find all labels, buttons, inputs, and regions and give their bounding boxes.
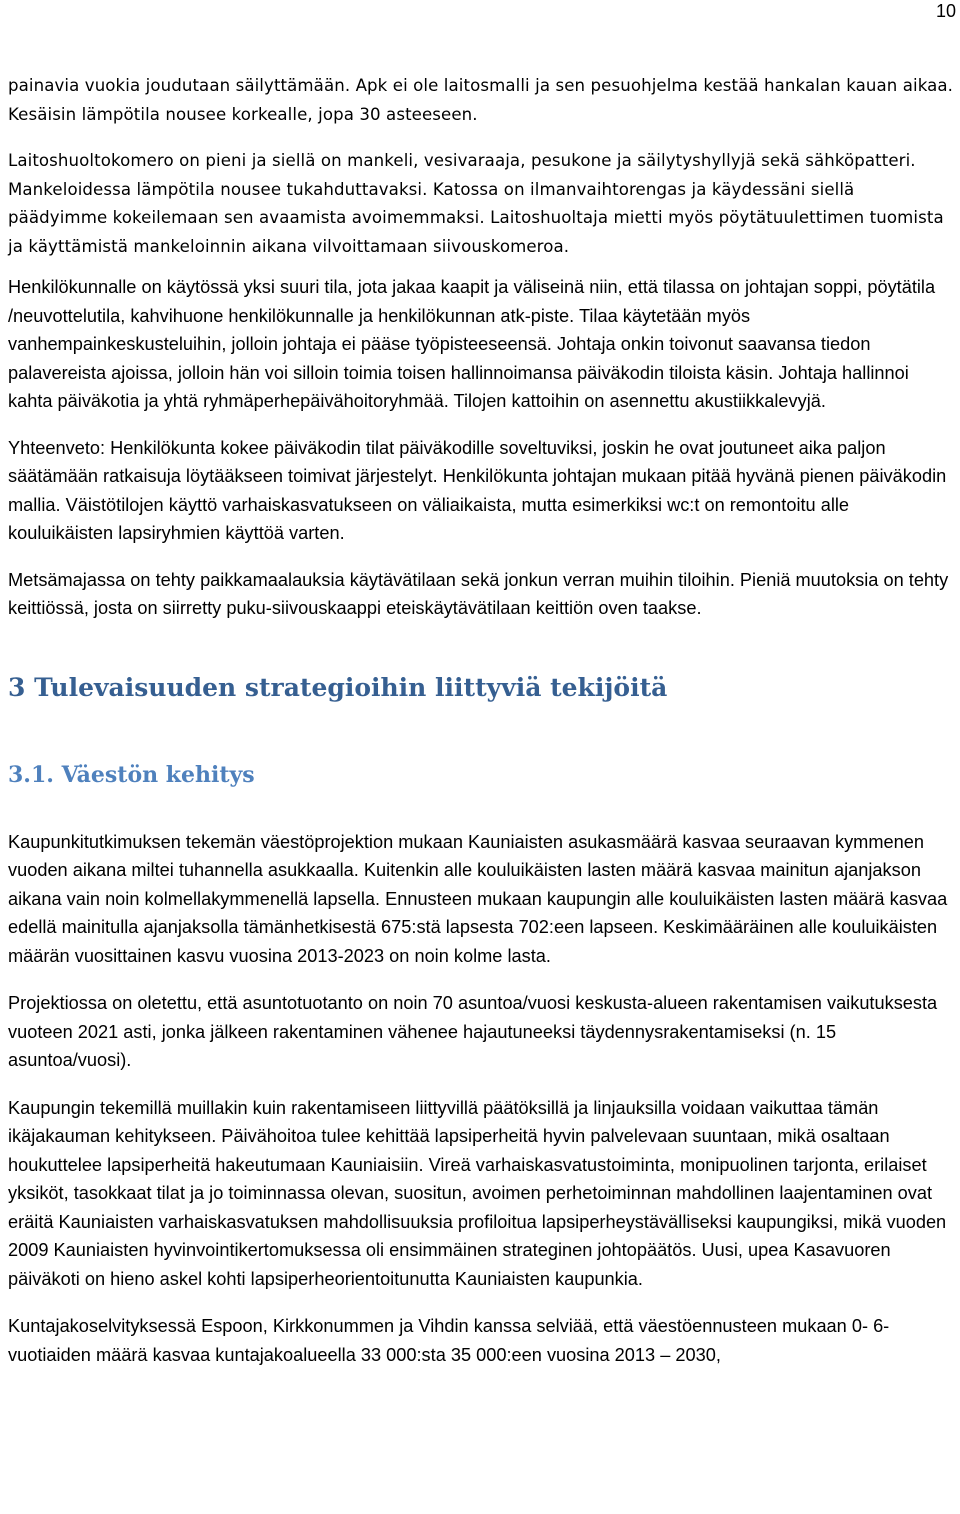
- page-number: 10: [935, 1, 956, 21]
- paragraph-yhteenveto: Yhteenveto: Henkilökunta kokee päiväkodin tilat päiväkodille soveltuviksi, joskin he ovat joutuneet aika paljon säätämään ratkaisuja löytääkseen toimivat järjestelyt. Henkilökunta johtajan mukaan pitää hyvänä pienen päiväkodin mallia. Väistötilojen käyttö varhaiskasvatukseen on väliaikaista, mutta esimerkiksi wc:t on remontoitu alle kouluikäisten lapsiryhmien käyttöä varten.: [8, 437, 947, 543]
- paragraph-apk: painavia vuokia joudutaan säilyttämään. Apk ei ole laitosmalli ja sen pesuohjelma kestää hankalan kauan aikaa. Kesäisin lämpötila nousee korkealle, jopa 30 asteeseen.: [8, 76, 954, 124]
- paragraph-laitoshuolto: Laitoshuoltokomero on pieni ja siellä on mankeli, vesivaraaja, pesukone ja säilytyshyllyjä sekä sähköpatteri. Mankeloidessa lämpötila nousee tukahduttavaksi. Katossa on ilmanvaihtorengas ja käydessäni siellä päädyimme kokeilemaan sen avaamista avoimemmaksi. Laitoshuoltaja mietti myös pöytätuulettimen tuomista ja käyttämistä mankeloinnin aikana vilvoittamaan siivouskomeroa.: [8, 151, 944, 256]
- paragraph-kaupungin-paatokset: Kaupungin tekemillä muillakin kuin rakentamiseen liittyvillä päätöksillä ja linjauksilla voidaan vaikuttaa tämän ikäjakauman kehitykseen. Päivähoitoa tulee kehittää lapsiperheitä hyvin palvelevaan suuntaan, mikä osaltaan houkuttelee lapsiperheitä hakeutumaan Kauniaisiin. Vireä varhaiskasvatustoiminta, monipuolinen tarjonta, erilaiset yksiköt, tasokkaat tilat ja jo toiminnassa olevan, suositun, avoimen perhetoiminnan mahdollinen laajentaminen ovat eräitä Kauniaisten varhaiskasvatuksen mahdollisuuksia profiloitua lapsiperheystävälliseksi kaupungiksi, mikä vuoden 2009 Kauniaisten hyvinvointikertomuksessa oli ensimmäinen strateginen johtopäätös. Uusi, upea Kasavuoren päiväkoti on hieno askel kohti lapsiperheorientoitunutta Kauniaisten kaupunkia.: [8, 1097, 947, 1289]
- paragraph-kuntajakoselvitys: Kuntajakoselvityksessä Espoon, Kirkkonummen ja Vihdin kanssa selviää, että väestöennusteen mukaan 0- 6-vuotiaiden määrä kasvaa kuntajakoalueella 33 000:sta 35 000:een vuosina 2013 – 2030,: [8, 1316, 890, 1365]
- section-heading: 3 Tulevaisuuden strategioihin liittyviä tekijöitä: [8, 672, 668, 702]
- paragraph-metsamaja: Metsämajassa on tehty paikkamaalauksia käytävätilaan sekä jonkun verran muihin tiloihin. Pieniä muutoksia on tehty keittiössä, josta on siirretty puku-siivouskaappi eteiskäytävätilaan keittiön oven taakse.: [8, 569, 949, 618]
- paragraph-vaestoprojektio: Kaupunkitutkimuksen tekemän väestöprojektion mukaan Kauniaisten asukasmäärä kasvaa seuraavan kymmenen vuoden aikana miltei tuhannella asukkaalla. Kuitenkin alle kouluikäisten lasten määrä kasvaa mainitun ajanjakson aikana vain noin kolmellakymmenellä lapsella. Ennusteen mukaan kaupungin alle kouluikäisten lasten määrä kasvaa edellä mainitulla ajanjaksolla tämänhetkisestä 675:stä lapsesta 702:een lapseen. Keskimääräinen alle kouluikäisten määrän vuosittainen kasvu vuosina 2013-2023 on noin kolme lasta.: [8, 831, 948, 966]
- document-body: [8, 72, 956, 1369]
- paragraph-asuntotuotanto: Projektiossa on oletettu, että asuntotuotanto on noin 70 asuntoa/vuosi keskusta-alueen rakentamisen vaikutuksesta vuoteen 2021 asti, jonka jälkeen rakentaminen vähenee hajautuneeksi täydennysrakentamiseksi (n. 15 asuntoa/vuosi).: [8, 993, 938, 1070]
- paragraph-henkilokunta: Henkilökunnalle on käytössä yksi suuri tila, jota jakaa kaapit ja väliseinä niin, että tilassa on johtajan soppi, pöytätila /neuvottelutila, kahvihuone henkilökunnalle ja henkilökunnan atk-piste. Tilaa käytetään myös vanhempainkeskusteluihin, jolloin johtaja ei pääse työpisteeseensä. Johtaja onkin toivonut saavansa tiedon palavereista ajoissa, jolloin hän voi silloin toimia toisen hallinnoimansa päiväkodin tiloista käsin. Johtaja hallinnoi kahta päiväkotia ja yhtä ryhmäperhepäivähoitoryhmää. Tilojen kattoihin on asennettu akustiikkalevyjä.: [8, 277, 936, 411]
- subsection-heading: 3.1. Väestön kehitys: [8, 761, 255, 788]
